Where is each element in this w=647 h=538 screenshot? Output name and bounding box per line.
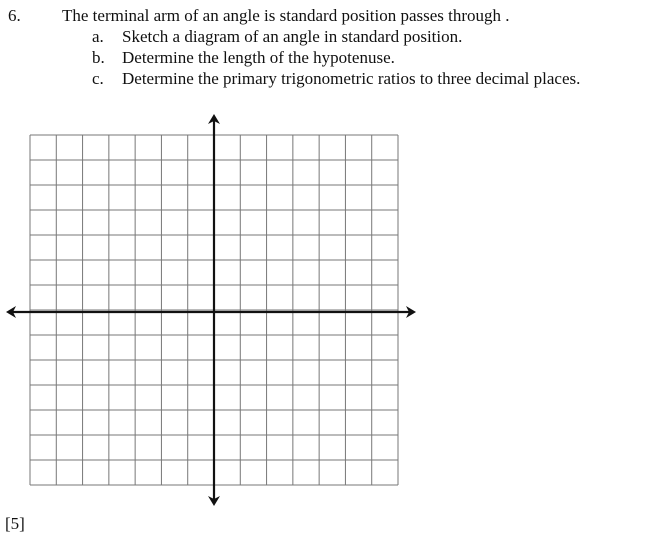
part-text: Determine the primary trigonometric ratios to three decimal places. — [122, 69, 581, 88]
question-number: 6. — [8, 6, 21, 25]
marks-value: [5] — [5, 514, 25, 533]
part-letter: b. — [92, 48, 105, 67]
part-text: Sketch a diagram of an angle in standard position. — [122, 27, 463, 46]
part-text: Determine the length of the hypotenuse. — [122, 48, 395, 67]
part-letter: c. — [92, 69, 104, 88]
part-letter: a. — [92, 27, 104, 46]
question-stem: The terminal arm of an angle is standard position passes through . — [62, 6, 510, 25]
